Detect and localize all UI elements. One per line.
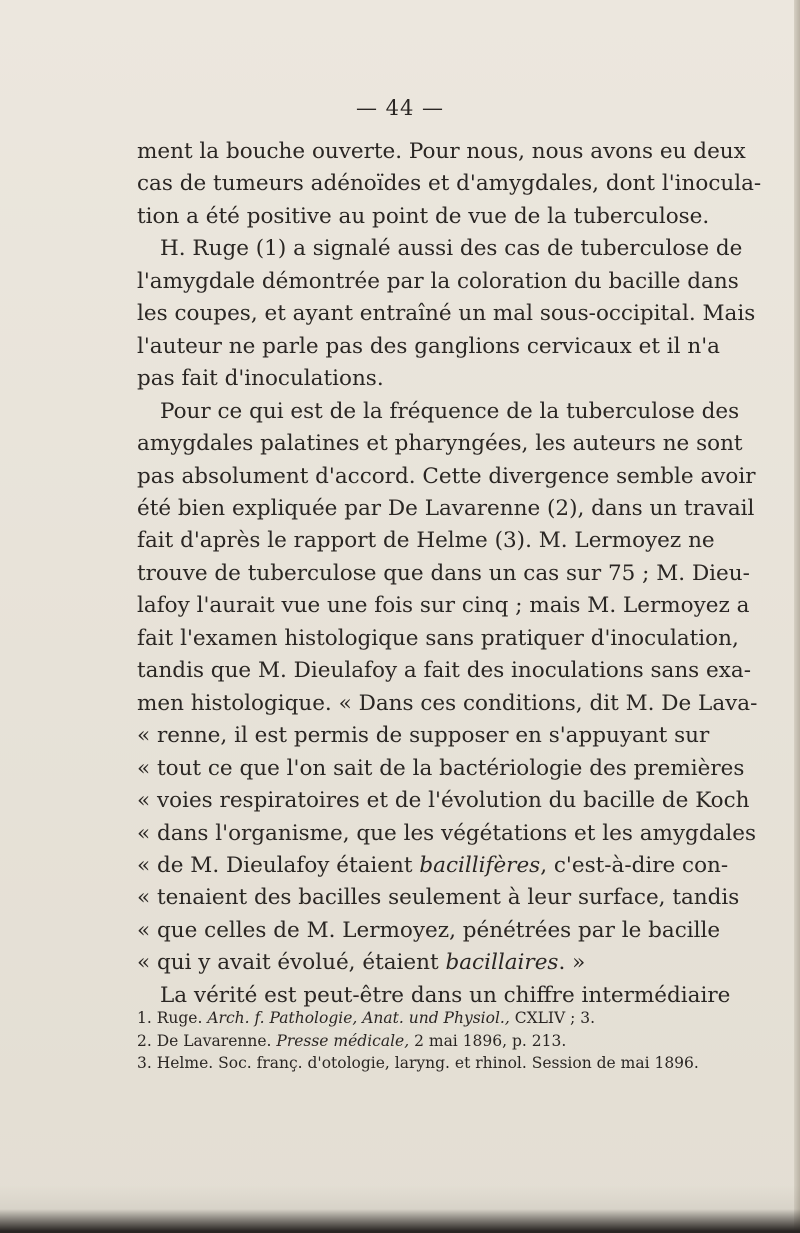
footnote-title: Arch. f. Pathologie, Anat. und Physiol., <box>207 1009 510 1027</box>
text-line: H. Ruge (1) a signalé aussi des cas de tuberculose de <box>160 236 743 262</box>
text-line: Pour ce qui est de la fréquence de la tuberculose des <box>160 398 740 424</box>
text-line: été bien expliquée par De Lavarenne (2), dans un travail <box>137 495 755 521</box>
text-run: . » <box>558 950 586 976</box>
footnote-author: Helme. <box>156 1054 214 1072</box>
footnotes <box>137 1007 777 1075</box>
page-bottom-shadow <box>0 1185 800 1233</box>
footnote-number: 2. <box>137 1031 152 1050</box>
italic-term: bacillaires <box>445 950 559 976</box>
footnote-author: Ruge. <box>156 1009 203 1027</box>
text-line: lafoy l'aurait vue une fois sur cinq ; mais M. Lermoyez a <box>137 593 750 619</box>
text-line: « renne, il est permis de supposer en s'appuyant sur <box>137 723 710 749</box>
text-line: fait l'examen histologique sans pratiquer d'inoculation, <box>137 625 739 651</box>
italic-term: bacillifères <box>419 852 541 878</box>
text-line: tion a été positive au point de vue de la tuberculose. <box>137 203 710 229</box>
text-line: « tenaient des bacilles seulement à leur surface, tandis <box>137 885 740 911</box>
text-line: cas de tumeurs adénoïdes et d'amygdales, dont l'inocula- <box>137 171 762 197</box>
text-run: « qui y avait évolué, étaient <box>137 950 439 976</box>
footnote <box>137 1052 777 1075</box>
text-line: les coupes, et ayant entraîné un mal sous-occipital. Mais <box>137 301 756 327</box>
text-line: amygdales palatines et pharyngées, les auteurs ne sont <box>137 431 743 457</box>
text-run: « de M. Dieulafoy étaient <box>137 852 413 878</box>
footnote <box>137 1030 777 1053</box>
footnote <box>137 1007 777 1030</box>
text-line: tandis que M. Dieulafoy a fait des inoculations sans exa- <box>137 658 751 684</box>
text-line: La vérité est peut-être dans un chiffre intermédiaire <box>160 982 731 1008</box>
footnote-title: Presse médicale, <box>276 1031 410 1050</box>
page-edge-shadow <box>794 0 800 1233</box>
footnote-rest: CXLIV ; 3. <box>514 1009 596 1027</box>
text-line <box>137 850 729 882</box>
text-line: « que celles de M. Lermoyez, pénétrées par le bacille <box>137 917 721 943</box>
text-line: l'auteur ne parle pas des ganglions cervicaux et il n'a <box>137 333 720 359</box>
text-line <box>137 947 699 979</box>
text-line: « voies respiratoires et de l'évolution du bacille de Koch <box>137 788 750 814</box>
body-text <box>137 136 762 1012</box>
text-line: « dans l'organisme, que les végétations et les amygdales <box>137 820 757 846</box>
text-line: pas absolument d'accord. Cette divergence semble avoir <box>137 463 756 489</box>
footnote-number: 3. <box>137 1054 152 1072</box>
text-line: men histologique. « Dans ces conditions, dit M. De Lava- <box>137 690 758 716</box>
page-number: — 44 — <box>355 96 445 120</box>
text-line: fait d'après le rapport de Helme (3). M. Lermoyez ne <box>137 528 715 554</box>
footnote-number: 1. <box>137 1009 152 1027</box>
text-line: trouve de tuberculose que dans un cas sur 75 ; M. Dieu- <box>137 560 750 586</box>
text-line: l'amygdale démontrée par la coloration du bacille dans <box>137 268 739 294</box>
footnote-rest: 2 mai 1896, p. 213. <box>414 1031 567 1050</box>
text-line: pas fait d'inoculations. <box>137 366 384 392</box>
footnote-author: De Lavarenne. <box>156 1031 272 1050</box>
footnote-rest: Soc. franç. d'otologie, laryng. et rhinol. Session de mai 1896. <box>218 1054 699 1072</box>
text-line: ment la bouche ouverte. Pour nous, nous avons eu deux <box>137 139 746 164</box>
text-line: « tout ce que l'on sait de la bactériologie des premières <box>137 755 745 781</box>
text-run: , c'est-à-dire con- <box>540 852 729 878</box>
